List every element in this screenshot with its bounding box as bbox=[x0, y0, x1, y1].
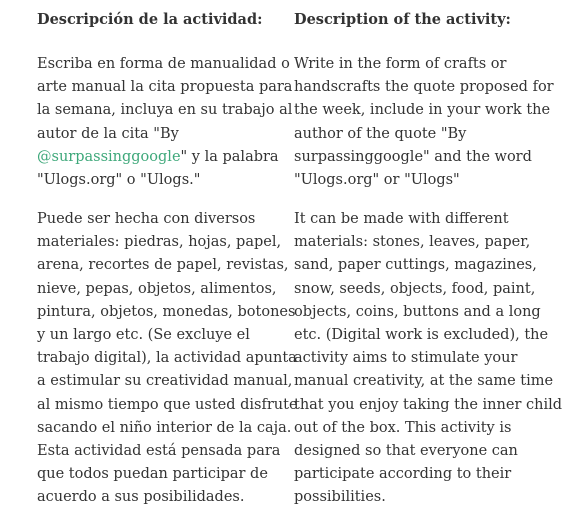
text-line bbox=[37, 146, 292, 169]
text-line: activity aims to stimulate your bbox=[294, 350, 518, 367]
english-heading: Description of the activity: bbox=[294, 11, 511, 28]
text-line: sacando el niño interior de la caja. bbox=[37, 419, 292, 436]
text-line: acuerdo a sus posibilidades. bbox=[37, 489, 245, 506]
text-line: trabajo digital), la actividad apunta bbox=[37, 350, 297, 367]
text-line: la semana, incluya en su trabajo al bbox=[37, 102, 293, 119]
text-line: Write in the form of crafts or bbox=[294, 56, 507, 72]
text-line: Esta actividad está pensada para bbox=[37, 443, 281, 460]
text-fragment: " y la palabra bbox=[180, 148, 279, 165]
spanish-column bbox=[37, 8, 298, 506]
english-paragraph-2 bbox=[294, 208, 562, 510]
text-line: out of the box. This activity is bbox=[294, 419, 512, 436]
text-line: Escriba en forma de manualidad o bbox=[37, 56, 290, 72]
text-line: arena, recortes de papel, revistas, bbox=[37, 257, 289, 274]
text-line: author of the quote "By bbox=[294, 125, 467, 142]
text-line: snow, seeds, objects, food, paint, bbox=[294, 280, 536, 297]
text-line: a estimular su creatividad manual, bbox=[37, 373, 293, 390]
english-column bbox=[294, 8, 562, 506]
text-line: "Ulogs.org" or "Ulogs" bbox=[294, 172, 460, 189]
text-line: materiales: piedras, hojas, papel, bbox=[37, 234, 282, 251]
text-line: possibilities. bbox=[294, 489, 386, 506]
text-line: y un largo etc. (Se excluye el bbox=[37, 327, 250, 344]
text-line: that you enjoy taking the inner child bbox=[294, 396, 562, 413]
text-line: sand, paper cuttings, magazines, bbox=[294, 257, 537, 274]
text-line: nieve, pepas, objetos, alimentos, bbox=[37, 280, 277, 297]
user-mention-link[interactable]: @surpassinggoogle bbox=[37, 148, 181, 165]
text-line: surpassinggoogle" and the word bbox=[294, 148, 532, 165]
text-line: designed so that everyone can bbox=[294, 443, 518, 460]
spanish-paragraph-1 bbox=[37, 53, 292, 192]
text-line: handscrafts the quote proposed for bbox=[294, 79, 554, 96]
text-line: "Ulogs.org" o "Ulogs." bbox=[37, 172, 201, 189]
text-line: pintura, objetos, monedas, botones bbox=[37, 303, 296, 320]
text-line: etc. (Digital work is excluded), the bbox=[294, 327, 549, 344]
text-line: arte manual la cita propuesta para bbox=[37, 79, 293, 96]
text-line: the week, include in your work the bbox=[294, 102, 551, 119]
spanish-heading: Descripción de la actividad: bbox=[37, 11, 263, 28]
english-paragraph-1 bbox=[294, 53, 554, 192]
text-line: It can be made with different bbox=[294, 211, 509, 227]
text-line: materials: stones, leaves, paper, bbox=[294, 234, 531, 251]
text-line: que todos puedan participar de bbox=[37, 466, 268, 483]
text-line: autor de la cita "By bbox=[37, 125, 179, 142]
text-line: manual creativity, at the same time bbox=[294, 373, 554, 390]
spanish-paragraph-2 bbox=[37, 208, 298, 510]
text-line: participate according to their bbox=[294, 466, 512, 483]
text-line: objects, coins, buttons and a long bbox=[294, 303, 541, 320]
text-line: Puede ser hecha con diversos bbox=[37, 211, 256, 227]
text-line: al mismo tiempo que usted disfrute bbox=[37, 396, 298, 413]
